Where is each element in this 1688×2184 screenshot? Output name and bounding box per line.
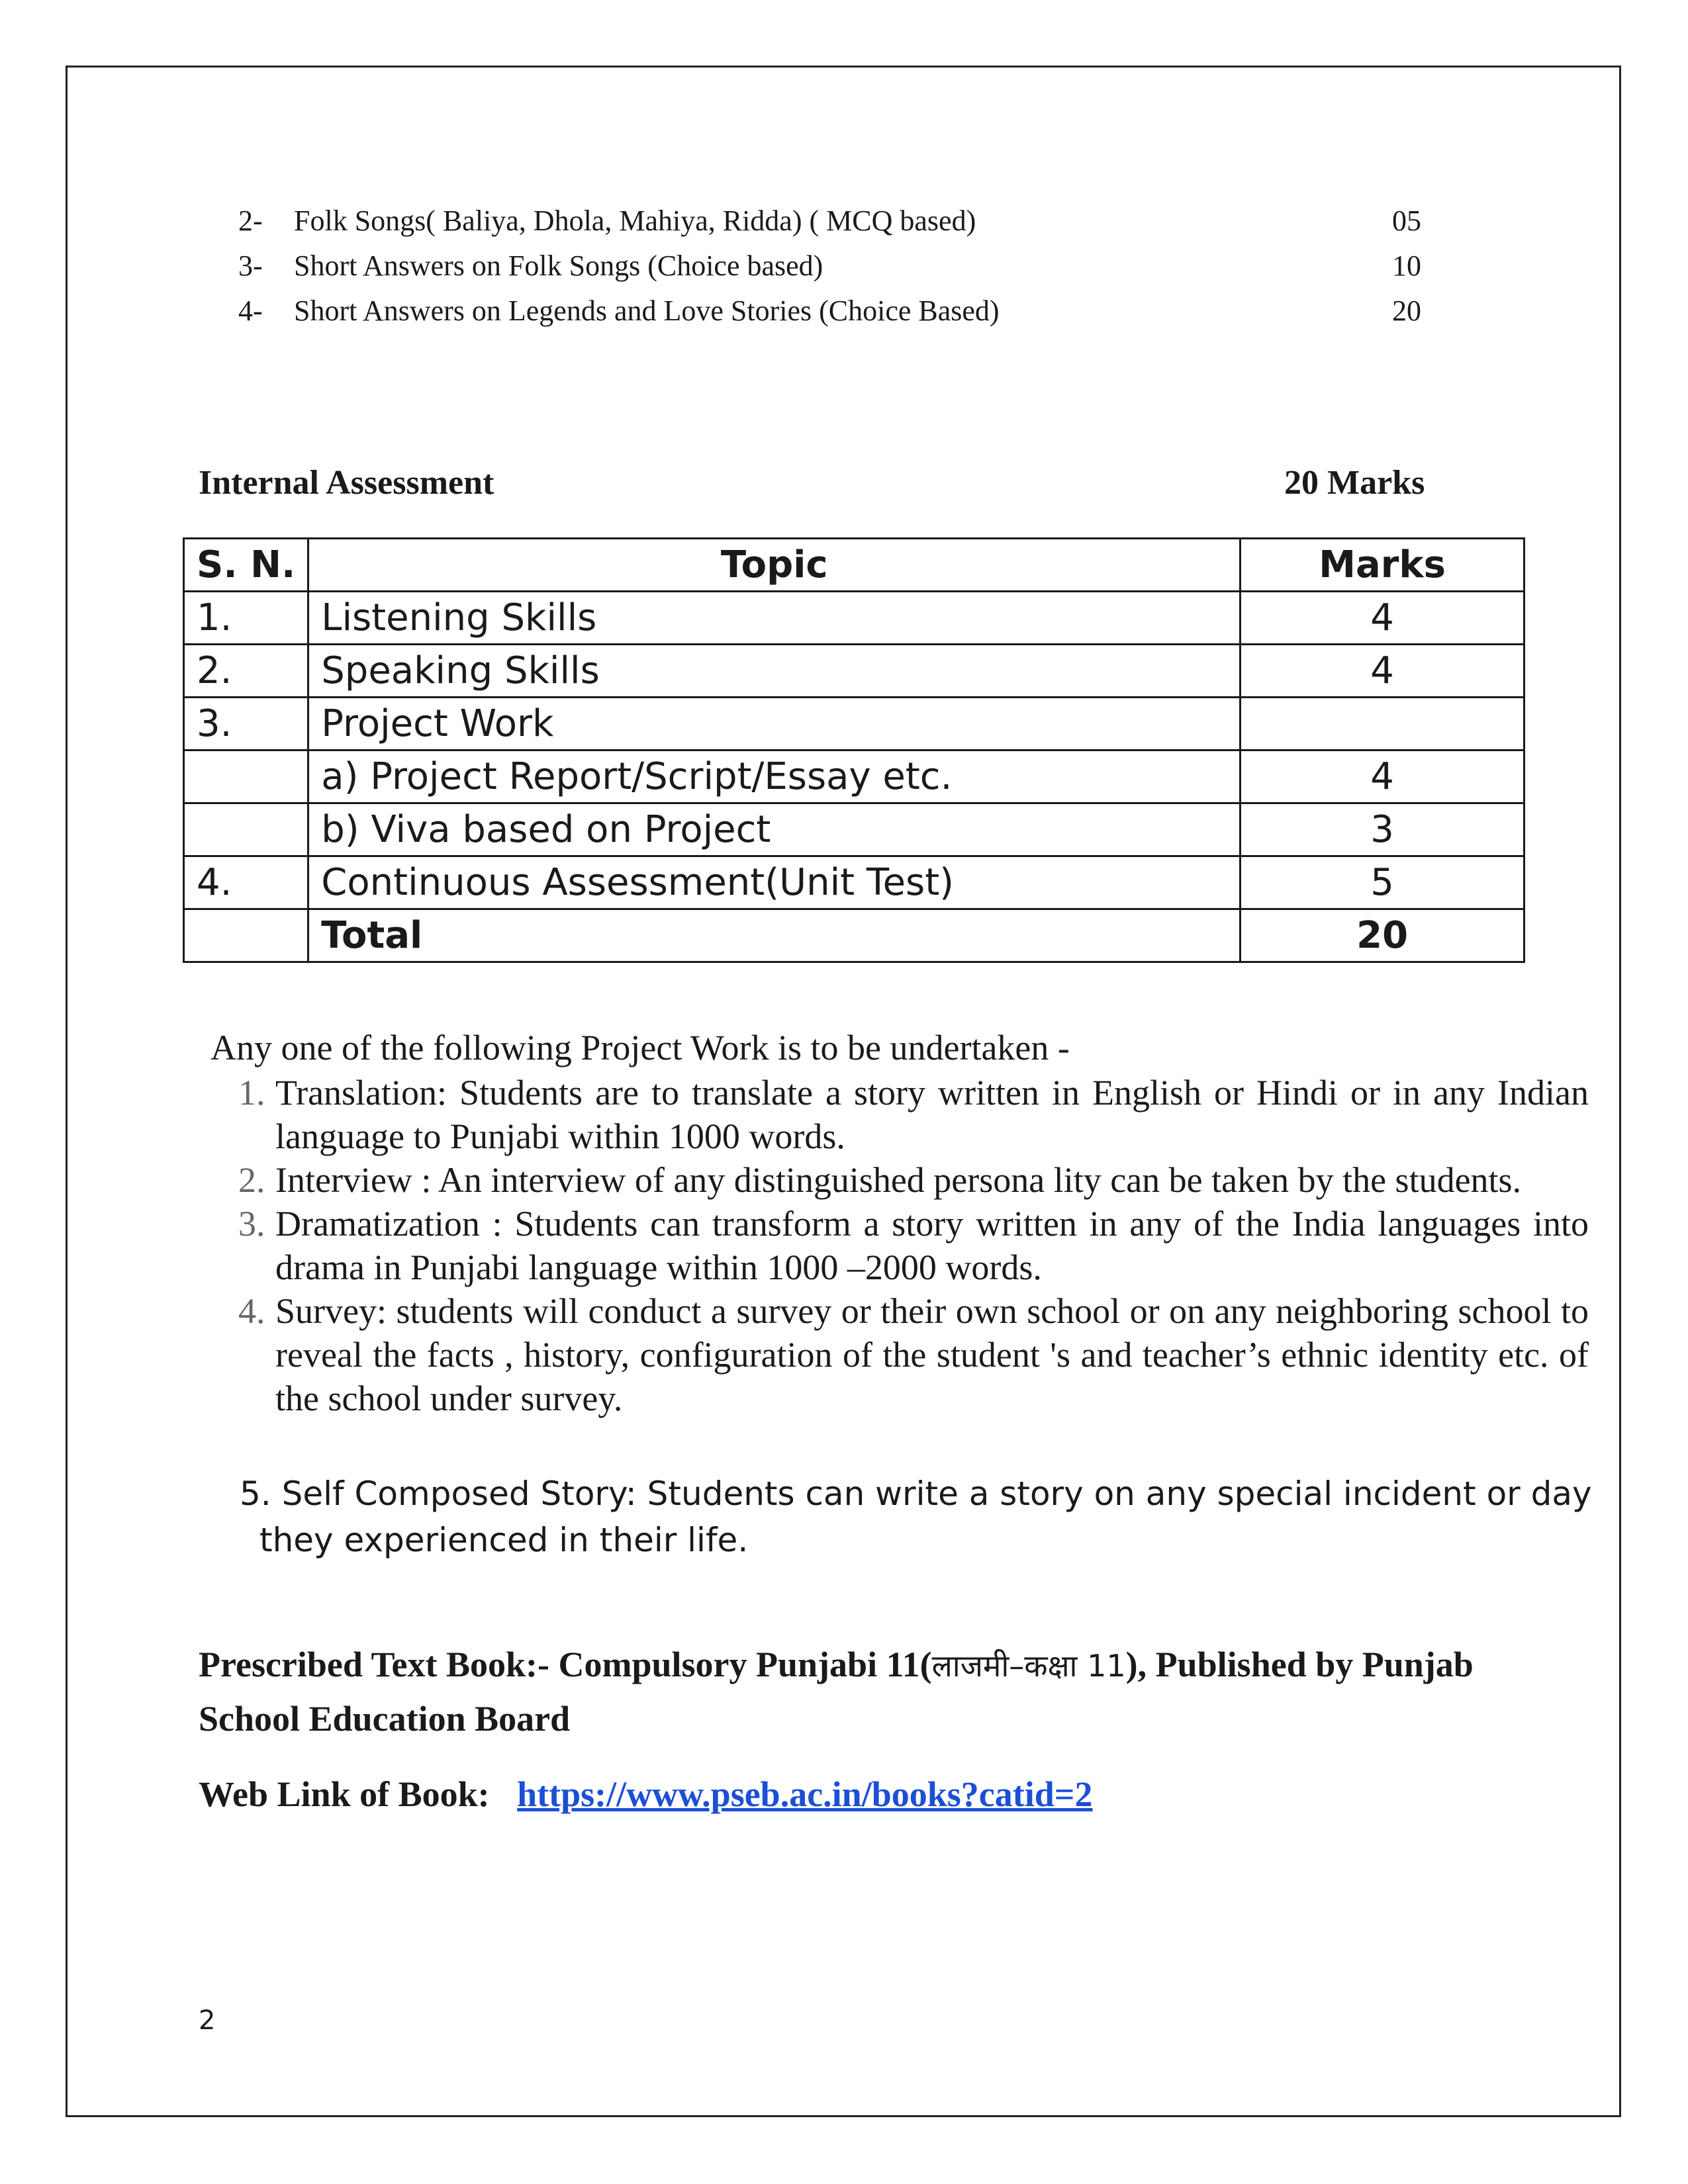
list-item-text: Self Composed Story: Students can write a story on any special incident or day [281,1475,1592,1513]
internal-assessment-marks: 20 Marks [1284,464,1425,502]
list-item [238,1289,1589,1420]
list-item-text: Dramatization : Students can transform a story written in any of the India languages into drama in Punjabi language within 1000 –2000 words. [275,1204,1589,1287]
cell-sn: 1. [184,592,308,645]
list-item [238,1158,1589,1202]
header-topic: Topic [308,539,1241,592]
list-item-text: Translation: Students are to translate a story written in English or Hindi or in any Indian language to Punjabi within 1000 words. [275,1073,1589,1156]
header-marks: Marks [1241,539,1524,592]
list-item-text: Short Answers on Folk Songs (Choice based) [294,250,823,282]
cell-marks: 4 [1241,645,1524,698]
table-row [184,698,1524,751]
list-item-number: 3. [238,1204,265,1244]
book-link[interactable]: https://www.pseb.ac.in/books?catid=2 [517,1774,1093,1814]
cell-marks: 4 [1241,592,1524,645]
exam-marks-list [238,199,1443,334]
cell-marks: 4 [1241,751,1524,803]
cell-sn: 2. [184,645,308,698]
list-item-marks: 05 [1392,205,1421,237]
cell-marks: 3 [1241,803,1524,856]
cell-sn [184,751,308,803]
list-item [238,1071,1589,1158]
project-work-list [238,1071,1589,1420]
header-sn: S. N. [184,539,308,592]
cell-sn [184,803,308,856]
cell-total-label: Total [308,909,1241,962]
list-item-text: Folk Songs( Baliya, Dhola, Mahiya, Ridda) ( MCQ based) [294,205,976,237]
cell-sn [184,909,308,962]
web-link-label: Web Link of Book: [199,1774,490,1814]
cell-topic: a) Project Report/Script/Essay etc. [308,751,1241,803]
cell-topic: Listening Skills [308,592,1241,645]
list-item-number: 4- [238,295,263,327]
list-item [238,244,1443,289]
cell-marks: 5 [1241,856,1524,909]
list-item-number: 3- [238,250,263,282]
cell-total-marks: 20 [1241,909,1524,962]
textbook-hindi-title: लाजमी–कक्षा 11 [931,1648,1126,1684]
internal-assessment-heading: Internal Assessment [199,464,494,502]
table-row [184,592,1524,645]
table-row [184,803,1524,856]
textbook-publisher: School Education Board [199,1699,571,1739]
list-item-marks: 20 [1392,295,1421,327]
cell-marks [1241,698,1524,751]
prescribed-textbook [199,1638,1602,1745]
table-row [184,856,1524,909]
list-item-text-continued: they experienced in their life. [259,1521,749,1559]
table-row [184,645,1524,698]
list-item [238,1202,1589,1289]
table-row [184,751,1524,803]
list-item-text: Survey: students will conduct a survey or their own school or on any neighboring school to reveal the facts , history, configuration of the student 's and teacher’s ethnic identity etc. of the school under survey. [275,1291,1589,1418]
cell-sn: 4. [184,856,308,909]
cell-sn: 3. [184,698,308,751]
assessment-table [183,537,1525,963]
list-item [238,199,1443,244]
list-item-number: 1. [238,1073,265,1113]
cell-topic: Continuous Assessment(Unit Test) [308,856,1241,909]
textbook-text: Prescribed Text Book:- Compulsory Punjabi 11( [199,1645,932,1684]
project-work-intro: Any one of the following Project Work is to be undertaken - [211,1028,1070,1068]
textbook-text-end: ), Published by Punjab [1125,1645,1474,1684]
list-item-number: 5. [240,1475,271,1513]
table-header-row [184,539,1524,592]
list-item-number: 4. [238,1291,265,1331]
table-total-row [184,909,1524,962]
list-item [238,289,1443,334]
list-item-marks: 10 [1392,250,1421,282]
list-item-number: 2- [238,205,263,237]
cell-topic: b) Viva based on Project [308,803,1241,856]
list-item-text: Short Answers on Legends and Love Stories (Choice Based) [294,295,1000,327]
cell-topic: Speaking Skills [308,645,1241,698]
list-item-number: 2. [238,1160,265,1200]
page-number: 2 [199,2005,216,2036]
cell-topic: Project Work [308,698,1241,751]
list-item-text: Interview : An interview of any distinguished persona lity can be taken by the students. [275,1160,1522,1200]
list-item-5 [240,1471,1603,1563]
web-link [199,1774,1093,1815]
